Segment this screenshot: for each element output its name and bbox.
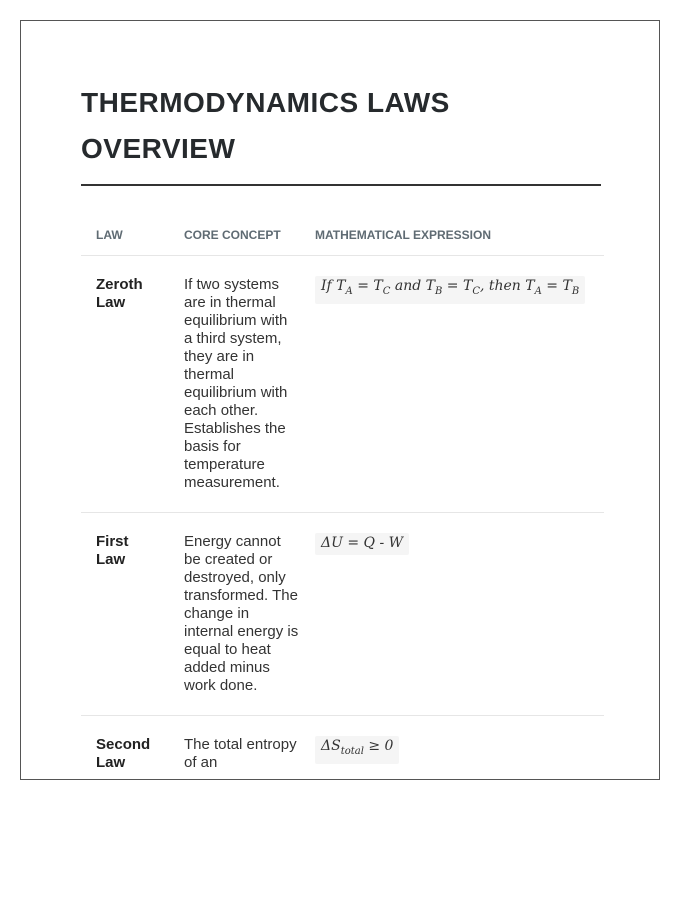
law-math — [307, 716, 604, 793]
table-header-row — [81, 214, 604, 256]
table-row — [81, 256, 604, 513]
law-concept: If two systems are in thermal equilibrium with a third system, they are in thermal equilibrium with each other. Establishes the basis for temperature measurement. — [176, 256, 307, 513]
math-expression: If $T_A = T_C$ and $T_B = T_C$, then $T_A = T_B$ — [315, 276, 585, 304]
law-concept: The total entropy of an — [184, 736, 297, 771]
header-math: MATHEMATICAL EXPRESSION — [307, 214, 604, 256]
header-concept: CORE CONCEPT — [176, 214, 307, 256]
header-law: LAW — [81, 214, 176, 256]
math-expression: $\Delta S_{total} \ge 0$ — [315, 736, 399, 764]
law-math — [307, 256, 604, 513]
page-title: THERMODYNAMICS LAWS OVERVIEW — [81, 87, 450, 164]
law-name: Zeroth Law — [81, 256, 176, 513]
document-content — [81, 80, 604, 792]
law-name: First Law — [81, 513, 176, 716]
title-divider — [81, 184, 601, 186]
law-concept: Energy cannot be created or destroyed, only transformed. The change in internal energy is equal to heat added minus work done. — [176, 513, 307, 716]
law-math — [307, 513, 604, 716]
math-expression: ΔU = Q - W — [315, 533, 409, 555]
table-row — [81, 716, 604, 793]
laws-table — [81, 214, 604, 792]
law-name: Second Law — [96, 736, 151, 771]
table-row — [81, 513, 604, 716]
